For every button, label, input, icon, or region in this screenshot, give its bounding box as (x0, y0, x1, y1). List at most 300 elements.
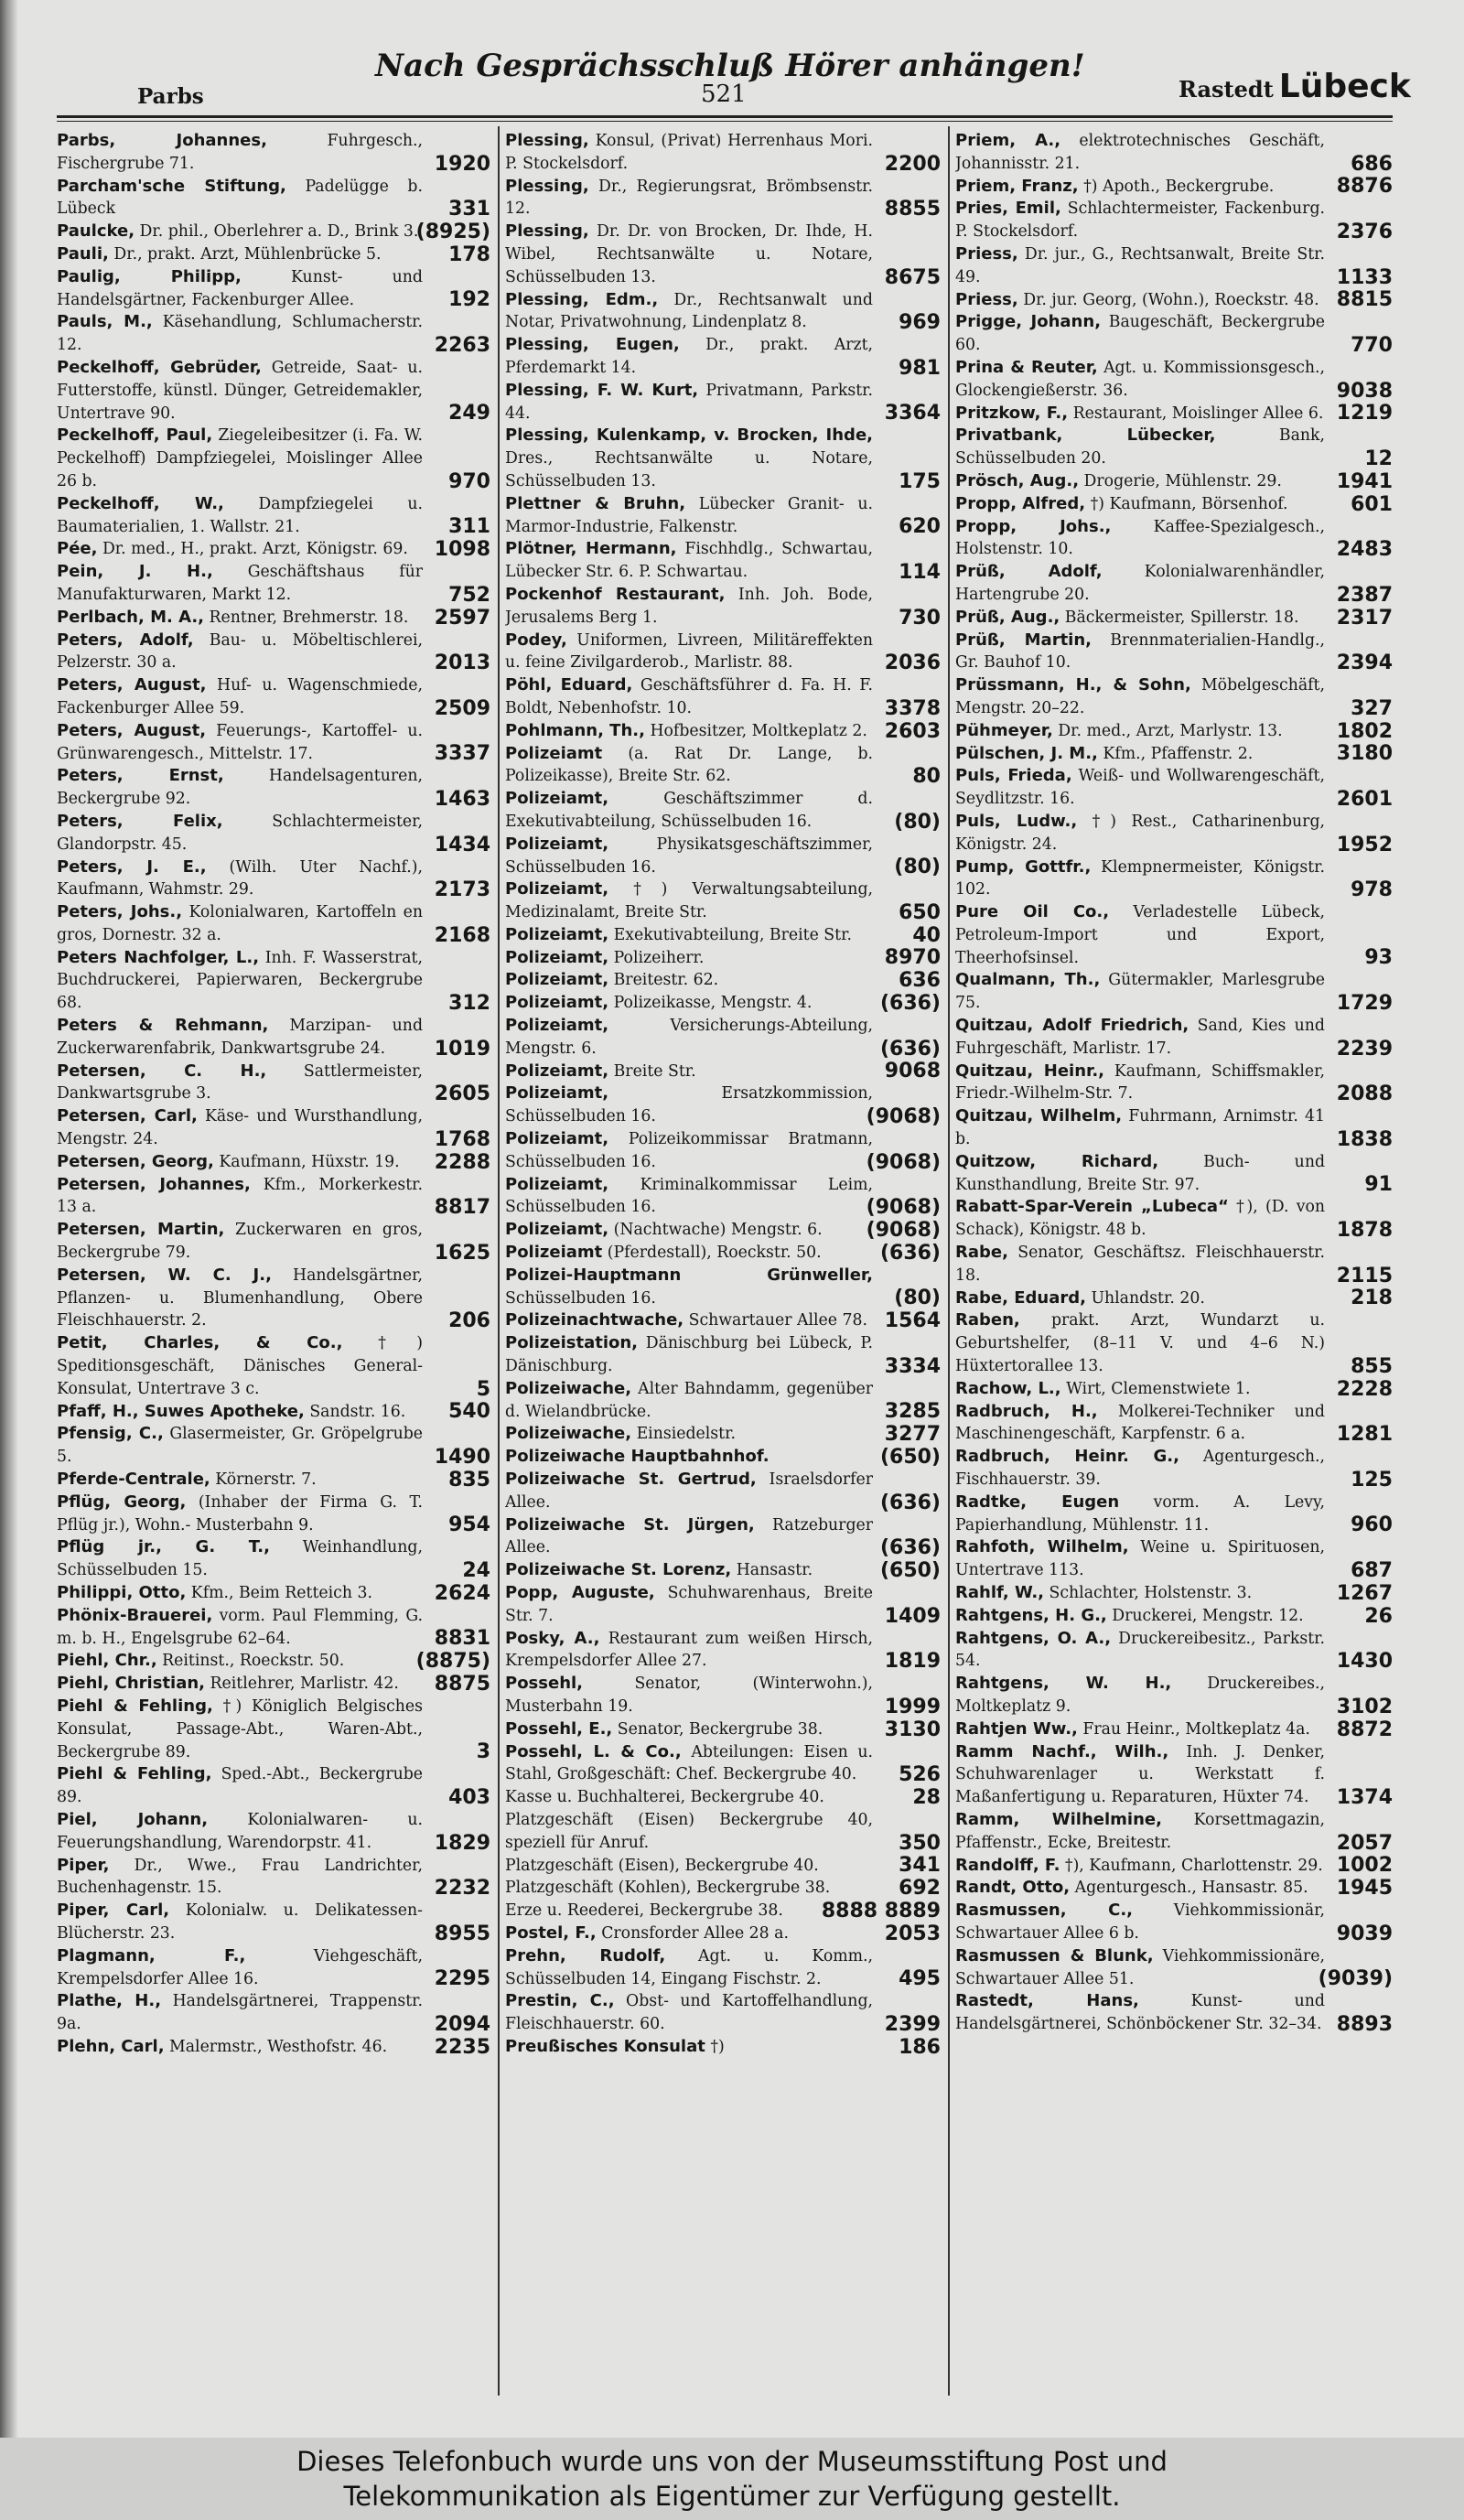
directory-entry (57, 1492, 490, 1537)
directory-entry (505, 1219, 941, 1242)
header-rule (57, 115, 1393, 118)
entry-phone-number: 2394 (1336, 652, 1393, 675)
directory-entry (505, 538, 941, 584)
directory-entry (955, 1242, 1393, 1287)
entry-name: Plessing, (505, 131, 589, 150)
entry-name: Rahfoth, Wilhelm, (955, 1537, 1129, 1557)
entry-description: Weinhandlung, Schüsselbuden 15. (57, 1538, 423, 1580)
directory-entry (955, 243, 1393, 289)
entry-description: Dr., Rechtsanwalt und Notar, Privatwohnung, Lindenplatz 8. (505, 290, 873, 332)
entry-description: Kolonialw. u. Delikatessen-Blücherstr. 23. (57, 1901, 423, 1943)
directory-entry (57, 1582, 490, 1605)
entry-name: Polizeiamt, (505, 834, 609, 854)
entry-description: Brennmaterialien-Handlg., Gr. Bauhof 10. (955, 630, 1325, 673)
directory-entry (57, 1945, 490, 1991)
directory-entry (57, 1855, 490, 1901)
entry-description: †) Rest., Catharinenburg, Königstr. 24. (955, 812, 1325, 854)
column-2 (505, 130, 941, 2392)
directory-entry (955, 516, 1393, 562)
entry-name: Prina & Reuter, (955, 357, 1098, 377)
entry-name: Raben, (955, 1310, 1020, 1330)
entry-name: Prösch, Aug., (955, 470, 1080, 490)
directory-entry (955, 493, 1393, 516)
entry-name: Ramm Nachf., Wilh., (955, 1741, 1169, 1761)
entry-phone-number: 1019 (434, 1037, 490, 1061)
entry-name: Postel, F., (505, 1922, 597, 1943)
directory-entry (57, 630, 490, 675)
entry-description: Bank, Schüsselbuden 20. (955, 426, 1325, 468)
entry-description: Agenturgesch., Hansastr. 85. (1074, 1879, 1308, 1898)
directory-entry (57, 1015, 490, 1061)
entry-phone-number: (650) (879, 1559, 941, 1582)
entry-description: Molkerei-Techniker und Maschinengeschäft, Karpfenstr. 6 a. (955, 1402, 1325, 1444)
directory-entry (955, 1196, 1393, 1242)
entry-description: Ersatzkommission, Schüsselbuden 16. (505, 1084, 873, 1126)
entry-description: Kriminalkommissar Leim, Schüsselbuden 16. (505, 1175, 874, 1217)
entry-phone-number: 1878 (1336, 1219, 1393, 1243)
entry-description: Dr., prakt. Arzt, Pferdemarkt 14. (505, 336, 874, 377)
entry-description: Korsettmagazin, Pfaffenstr., Ecke, Breitestr. (955, 1810, 1326, 1852)
entry-name: Perlbach, M. A., (57, 607, 205, 627)
entry-phone-number: 8855 (884, 198, 941, 221)
entry-name: Polizeiamt, (505, 1016, 609, 1036)
entry-description: Kolonialwarenhändler, Hartengrube 20. (955, 563, 1325, 604)
directory-entry (57, 1990, 490, 2036)
directory-entry (57, 311, 490, 357)
entry-name: Pockenhof Restaurant, (505, 584, 726, 604)
entry-name: Piehl, Chr., (57, 1651, 157, 1671)
directory-entry (505, 1786, 941, 1809)
entry-description: Viehkommissionär, Schwartauer Allee 6 b. (955, 1901, 1325, 1943)
entry-description: Schwartauer Allee 78. (688, 1311, 867, 1330)
entry-phone-number: 2605 (434, 1082, 490, 1106)
entry-description: vorm. Paul Flemming, G. m. b. H., Engelsgrube 62–64. (57, 1606, 423, 1648)
directory-entry (955, 1015, 1393, 1061)
entry-phone-number: 3337 (434, 742, 490, 766)
directory-entry (955, 1287, 1393, 1310)
directory-entry (955, 425, 1393, 470)
entry-description: Verladestelle Lübeck, Petroleum-Import und Export, Theerhofsinsel. (955, 903, 1325, 967)
directory-entry (57, 1696, 490, 1763)
directory-entry (955, 470, 1393, 493)
entry-phone-number: 2603 (884, 719, 941, 743)
directory-entry (505, 1809, 941, 1855)
entry-description: Marzipan- und Zuckerwarenfabrik, Dankwartsgrube 24. (57, 1017, 424, 1058)
directory-entry (505, 380, 941, 425)
entry-description: Dr. med., Arzt, Marlystr. 13. (1058, 721, 1283, 740)
entry-description: Einsiedelstr. (636, 1425, 736, 1444)
entry-name: Paulig, Philipp, (57, 266, 242, 286)
column-3 (955, 130, 1393, 2392)
directory-entry (955, 1900, 1393, 1945)
entry-name: Peters, Felix, (57, 811, 223, 831)
entry-description: Bau- u. Möbeltischlerei, Pelzerstr. 30 a. (57, 630, 423, 673)
entry-description: †) Verwaltungsabteilung, Medizinalamt, Breite Str. (505, 880, 873, 922)
entry-phone-number: 24 (462, 1559, 490, 1582)
entry-name: Puls, Frieda, (955, 766, 1072, 786)
entry-name: Priem, Franz, (955, 176, 1079, 196)
entry-description: Geschäftsführer d. Fa. H. F. Boldt, Nebenhofstr. 10. (505, 676, 874, 717)
entry-phone-number: 249 (448, 402, 490, 425)
entry-phone-number: 1374 (1336, 1785, 1393, 1809)
directory-entry (57, 674, 490, 720)
entry-phone-number: 8675 (884, 265, 941, 289)
entry-phone-number: 752 (448, 583, 490, 607)
entry-name: Polizeiamt, (505, 879, 609, 899)
directory-entry (505, 1082, 941, 1128)
entry-phone-number: 1952 (1336, 833, 1393, 856)
entry-name: Polizeiamt, (505, 970, 609, 990)
entry-name: Polizeiamt, (505, 947, 609, 967)
entry-name: Petersen, Martin, (57, 1220, 225, 1240)
entry-phone-number: 8831 (434, 1627, 490, 1651)
directory-entry (955, 1945, 1393, 1991)
entry-description: Kunst- und Handelsgärtnerei, Schönböckener Str. 32–34. (955, 1992, 1325, 2034)
entry-phone-number: 3364 (884, 402, 941, 425)
entry-phone-number: 1430 (1336, 1650, 1393, 1674)
directory-entry (955, 1877, 1393, 1900)
entry-description: Dr., Wwe., Frau Landrichter, Buchenhagenstr. 15. (57, 1856, 423, 1898)
entry-phone-number: 981 (899, 356, 941, 380)
entry-phone-number: 312 (448, 992, 490, 1016)
directory-entry (505, 878, 941, 924)
entry-phone-number: 1002 (1336, 1854, 1393, 1878)
entry-name: Puls, Ludw., (955, 811, 1078, 831)
entry-name: Polizeiamt, (505, 1174, 609, 1194)
entry-description: Käsehandlung, Schlumacherstr. 12. (57, 313, 423, 355)
directory-entry (505, 720, 941, 743)
entry-name: Polizeiwache St. Lorenz, (505, 1560, 732, 1580)
directory-entry (955, 176, 1393, 199)
header-first-entry: Parbs (137, 84, 204, 109)
entry-phone-number: 686 (1351, 152, 1393, 176)
entry-description: Restaurant, Moislinger Allee 6. (1072, 404, 1324, 423)
entry-description: Sattlermeister, Dankwartsgrube 3. (57, 1061, 423, 1104)
entry-description: vorm. A. Levy, Papierhandlung, Mühlenstr. 11. (955, 1492, 1325, 1535)
directory-entry (57, 856, 490, 902)
directory-entry (505, 2036, 941, 2059)
entry-description: Kfm., Pfaffenstr. 2. (1103, 744, 1254, 763)
directory-entry (505, 493, 941, 539)
entry-name: Polizeiamt, (505, 924, 609, 944)
entry-name: Piehl, Christian, (57, 1674, 206, 1694)
entry-description: Lübecker Granit- u. Marmor-Industrie, Falkenstr. (505, 494, 874, 536)
entry-description: Dr. Dr. von Brocken, Dr. Ihde, H. Wibel, Rechtsanwälte u. Notare, Schüsselbuden 13. (505, 222, 873, 286)
directory-entry (955, 1605, 1393, 1628)
entry-name: Petersen, Johannes, (57, 1174, 251, 1194)
directory-entry (955, 1536, 1393, 1582)
entry-description: Kfm., Beim Retteich 3. (190, 1584, 372, 1602)
entry-phone-number: (80) (894, 856, 941, 879)
entry-phone-number: 855 (1351, 1354, 1393, 1378)
column-divider (948, 126, 950, 2396)
directory-entry (505, 1015, 941, 1061)
directory-entry (955, 1741, 1393, 1809)
entry-phone-number: 2013 (434, 652, 490, 675)
entry-name: Peckelhoff, Paul, (57, 425, 213, 446)
header-rule-thin (57, 121, 1393, 122)
footer-line-1: Dieses Telefonbuch wurde uns von der Museumsstiftung Post und (296, 2446, 1168, 2477)
entry-description: elektrotechnisches Geschäft, Johannisstr. 21. (955, 132, 1325, 173)
directory-entry (955, 1446, 1393, 1492)
entry-name: Polizeiamt, (505, 789, 609, 809)
directory-entry (505, 947, 941, 970)
entry-description: Rentner, Brehmerstr. 18. (209, 608, 409, 627)
entry-description: Schüsselbuden 16. (505, 1288, 656, 1308)
directory-entry (57, 2036, 490, 2059)
entry-description: Frau Heinr., Moltkeplatz 4a. (1082, 1719, 1310, 1739)
entry-name: Rasmussen & Blunk, (955, 1945, 1154, 1965)
entry-phone-number: 2088 (1336, 1082, 1393, 1106)
entry-name: Polizeiamt, (505, 1083, 609, 1104)
entry-name: Polizeiwache, (505, 1424, 632, 1444)
entry-name: Plessing, Kulenkamp, v. Brocken, Ihde, (505, 425, 873, 446)
directory-entry (955, 901, 1393, 969)
entry-phone-number: (8875) (415, 1650, 490, 1674)
entry-name: Preußisches Konsulat (505, 2036, 705, 2056)
entry-phone-number: 2387 (1336, 583, 1393, 607)
entry-description: Schlachtermeister, Glandorpstr. 45. (57, 812, 423, 854)
entry-phone-number: (636) (879, 1241, 941, 1265)
entry-name: Radtke, Eugen (955, 1492, 1120, 1512)
entry-phone-number: 403 (448, 1785, 490, 1809)
entry-name: Pure Oil Co., (955, 902, 1110, 922)
entry-description: Bäckermeister, Spillerstr. 18. (1064, 608, 1299, 627)
directory-entry (505, 788, 941, 834)
entry-name: Pée, (57, 539, 98, 559)
entry-phone-number: 2200 (884, 152, 941, 176)
directory-entry (955, 198, 1393, 243)
entry-description: Erze u. Reederei, Beckergrube 38. (505, 1901, 783, 1921)
entry-description: Exekutivabteilung, Breite Str. (613, 925, 852, 944)
entry-description: Handelsgärtner, Pflanzen- u. Blumenhandlung, Obere Fleischhauerstr. 2. (57, 1265, 424, 1330)
entry-name: Pflüg, Georg, (57, 1492, 187, 1512)
directory-entry (505, 992, 941, 1015)
entry-phone-number: 2053 (884, 1922, 941, 1945)
entry-description: Kolonialwaren, Kartoffeln en gros, Dornestr. 32 a. (57, 903, 423, 944)
entry-phone-number: (9068) (866, 1150, 941, 1174)
entry-description: Dr. med., H., prakt. Arzt, Königstr. 69. (102, 540, 408, 559)
entry-description: prakt. Arzt, Wundarzt u. Geburtshelfer, (8–11 V. und 4–6 N.) Hüxtertorallee 13. (955, 1311, 1325, 1376)
entry-description: (Wilh. Uter Nachf.), Kaufmann, Wahmstr. 29. (57, 857, 423, 899)
directory-entry (505, 1469, 941, 1514)
entry-name: Rabatt-Spar-Verein „Lubeca“ (955, 1197, 1229, 1217)
entry-phone-number: 28 (912, 1785, 941, 1809)
entry-description: Kaffee-Spezialgesch., Holstenstr. 10. (955, 517, 1325, 559)
entry-name: Pferde-Centrale, (57, 1470, 210, 1490)
directory-entry (955, 1378, 1393, 1401)
directory-entry (505, 1582, 941, 1628)
entry-phone-number: 8875 (434, 1672, 490, 1696)
entry-phone-number: 8888 8889 (821, 1899, 941, 1922)
entry-name: Plötner, Hermann, (505, 539, 677, 559)
directory-entry (57, 493, 490, 539)
entry-phone-number: 2509 (434, 696, 490, 720)
entry-name: Rahtgens, W. H., (955, 1674, 1172, 1694)
directory-entry (955, 1061, 1393, 1106)
entry-phone-number: 2115 (1336, 1264, 1393, 1287)
entry-description: Agt. u. Kommissionsgesch., Glockengießerstr. 36. (955, 358, 1325, 400)
entry-name: Pries, Emil, (955, 199, 1061, 219)
header-notice: Nach Gesprächsschluß Hörer anhängen! (375, 48, 1085, 84)
entry-name: Priem, A., (955, 131, 1061, 150)
directory-entry (955, 811, 1393, 856)
directory-entry (955, 1673, 1393, 1718)
entry-name: Philippi, Otto, (57, 1583, 187, 1602)
directory-entry (57, 1219, 490, 1265)
entry-description: Ratzeburger Allee. (505, 1515, 873, 1557)
entry-phone-number: 2168 (434, 923, 490, 947)
entry-phone-number: 2232 (434, 1877, 490, 1901)
entry-description: Physikatsgeschäftszimmer, Schüsselbuden 16. (505, 835, 873, 877)
entry-phone-number: 1945 (1336, 1877, 1393, 1901)
entry-phone-number: 91 (1364, 1173, 1393, 1197)
directory-entry (57, 1401, 490, 1424)
directory-entry (57, 425, 490, 492)
entry-name: Pfaff, H., Suwes Apotheke, (57, 1401, 305, 1421)
entry-description: Weiß- und Wollwarengeschäft, Seydlitzstr. 16. (955, 767, 1325, 809)
entry-phone-number: (80) (894, 810, 941, 834)
entry-name: Petersen, Carl, (57, 1106, 198, 1126)
entry-description: †), (D. von Schack), Königstr. 48 b. (955, 1198, 1325, 1240)
entry-description: Schuhwarenhaus, Breite Str. 7. (505, 1584, 873, 1625)
directory-entry (57, 357, 490, 425)
entry-description: Viehkommissionäre, Schwartauer Allee 51. (955, 1946, 1325, 1988)
directory-entry (57, 538, 490, 561)
directory-entry (57, 1423, 490, 1469)
entry-name: Prüß, Adolf, (955, 562, 1103, 582)
entry-description: Dr., Regierungsrat, Brömbsenstr. 12. (505, 177, 874, 219)
entry-description: Kolonialwaren- u. Feuerungshandlung, Warendorpstr. 41. (57, 1810, 423, 1852)
directory-entry (505, 1922, 941, 1945)
entry-phone-number: 495 (899, 1967, 941, 1991)
entry-name: Peters, J. E., (57, 856, 207, 877)
entry-phone-number: 636 (899, 969, 941, 993)
entry-name: Piel, Johann, (57, 1809, 209, 1829)
entry-name: Peters, Adolf, (57, 630, 194, 650)
entry-description: †) (710, 2037, 725, 2056)
entry-name: Randt, Otto, (955, 1878, 1071, 1898)
entry-phone-number: 8893 (1336, 2012, 1393, 2036)
directory-entry (505, 1174, 941, 1220)
entry-description: Senator, Beckergrube 38. (617, 1719, 824, 1739)
entry-name: Peckelhoff, W., (57, 493, 224, 513)
entry-description: Agenturgesch., Fischhauerstr. 39. (955, 1448, 1325, 1490)
entry-description: Dr., prakt. Arzt, Mühlenbrücke 5. (113, 244, 382, 264)
directory-entry (955, 1855, 1393, 1878)
entry-name: Podey, (505, 630, 567, 650)
entry-description: Agt. u. Komm., Schüsselbuden 14, Eingang Fischstr. 2. (505, 1946, 873, 1988)
entry-description: (a. Rat Dr. Lange, b. Polizeikasse), Breite Str. 62. (505, 744, 874, 786)
entry-name: Prestin, C., (505, 1991, 615, 2011)
entry-phone-number: 1920 (434, 152, 490, 176)
directory-entry (505, 969, 941, 992)
directory-entry (57, 1763, 490, 1809)
entry-phone-number: (80) (894, 1287, 941, 1310)
entry-name: Polizeiamt, (505, 1129, 609, 1149)
entry-phone-number: 9038 (1336, 379, 1393, 403)
entry-description: Schlachtermeister, Fackenburg. P. Stockelsdorf. (955, 199, 1326, 242)
entry-phone-number: 1768 (434, 1127, 490, 1151)
entry-description: (Nachtwache) Mengstr. 6. (613, 1221, 823, 1240)
entry-name: Plessing, F. W. Kurt, (505, 380, 699, 400)
entry-phone-number: 3 (476, 1740, 490, 1764)
entry-name: Rabe, (955, 1243, 1008, 1263)
entry-description: †) Königlich Belgisches Konsulat, Passage-Abt., Waren-Abt., Beckergrube 89. (57, 1696, 423, 1761)
entry-name: Possehl, (505, 1674, 584, 1694)
directory-entry (505, 924, 941, 947)
entry-description: Platzgeschäft (Eisen), Beckergrube 40. (505, 1856, 819, 1875)
entry-name: Pülschen, J. M., (955, 743, 1098, 763)
entry-phone-number: 2295 (434, 1967, 490, 1991)
directory-entry (505, 425, 941, 492)
entry-description: Uhlandstr. 20. (1091, 1288, 1205, 1308)
entry-phone-number: (9039) (1318, 1967, 1393, 1991)
entry-description: †) Apoth., Beckergrube. (1083, 177, 1275, 196)
entry-name: Phönix-Brauerei, (57, 1605, 213, 1625)
directory-entry (57, 1061, 490, 1106)
entry-description: Wirt, Clemenstwiete 1. (1066, 1379, 1251, 1398)
entry-description: Kunst- und Handelsgärtner, Fackenburger Allee. (57, 267, 423, 309)
directory-entry (505, 1559, 941, 1582)
entry-phone-number: 2057 (1336, 1831, 1393, 1855)
entry-phone-number: 8970 (884, 946, 941, 970)
entry-name: Peters, August, (57, 675, 207, 695)
entry-description: Dres., Rechtsanwälte u. Notare, Schüsselbuden 13. (505, 449, 873, 490)
directory-entry (57, 176, 490, 221)
entry-name: Plettner & Bruhn, (505, 493, 686, 513)
entry-phone-number: 3285 (884, 1400, 941, 1424)
entry-phone-number: 601 (1351, 492, 1393, 516)
entry-phone-number: 3180 (1336, 742, 1393, 766)
directory-entry (57, 1174, 490, 1220)
entry-phone-number: 1281 (1336, 1423, 1393, 1447)
footer-notice (0, 2438, 1464, 2520)
directory-entry (955, 1582, 1393, 1605)
directory-entry (505, 1628, 941, 1674)
entry-name: Polizeiwache St. Gertrud, (505, 1470, 757, 1490)
directory-entry (505, 1990, 941, 2036)
entry-phone-number: 687 (1351, 1559, 1393, 1582)
entry-phone-number: 1434 (434, 833, 490, 856)
entry-description: Viehgeschäft, Krempelsdorfer Allee 16. (57, 1946, 423, 1988)
directory-entry (505, 1378, 941, 1424)
entry-phone-number: 8955 (434, 1922, 490, 1945)
entry-phone-number: 2317 (1336, 606, 1393, 630)
directory-entry (505, 1061, 941, 1083)
directory-entry (57, 720, 490, 766)
entry-description: Inh. Joh. Bode, Jerusalems Berg 1. (505, 585, 873, 627)
directory-entry (505, 1332, 941, 1378)
entry-phone-number: 978 (1351, 878, 1393, 902)
entry-name: Rachow, L., (955, 1378, 1061, 1398)
entry-phone-number: 2624 (434, 1581, 490, 1605)
entry-phone-number: (636) (879, 1037, 941, 1061)
entry-description: Baugeschäft, Beckergrube 60. (955, 313, 1325, 355)
entry-description: Hofbesitzer, Moltkeplatz 2. (650, 721, 867, 740)
entry-name: Pein, J. H., (57, 562, 213, 582)
entry-name: Polizei-Hauptmann Grünweller, (505, 1265, 873, 1285)
entry-description: (Pferdestall), Roeckstr. 50. (607, 1244, 822, 1263)
entry-phone-number: 3130 (884, 1718, 941, 1741)
directory-entry (955, 403, 1393, 425)
directory-entry (57, 1650, 490, 1673)
directory-entry (955, 289, 1393, 312)
directory-entry (955, 630, 1393, 675)
entry-description: Inh. F. Wasserstrat, Buchdruckerei, Papierwaren, Beckergrube 68. (57, 948, 423, 1013)
entry-name: Polizeiamt, (505, 1061, 609, 1081)
entry-name: Rahtgens, O. A., (955, 1628, 1112, 1648)
